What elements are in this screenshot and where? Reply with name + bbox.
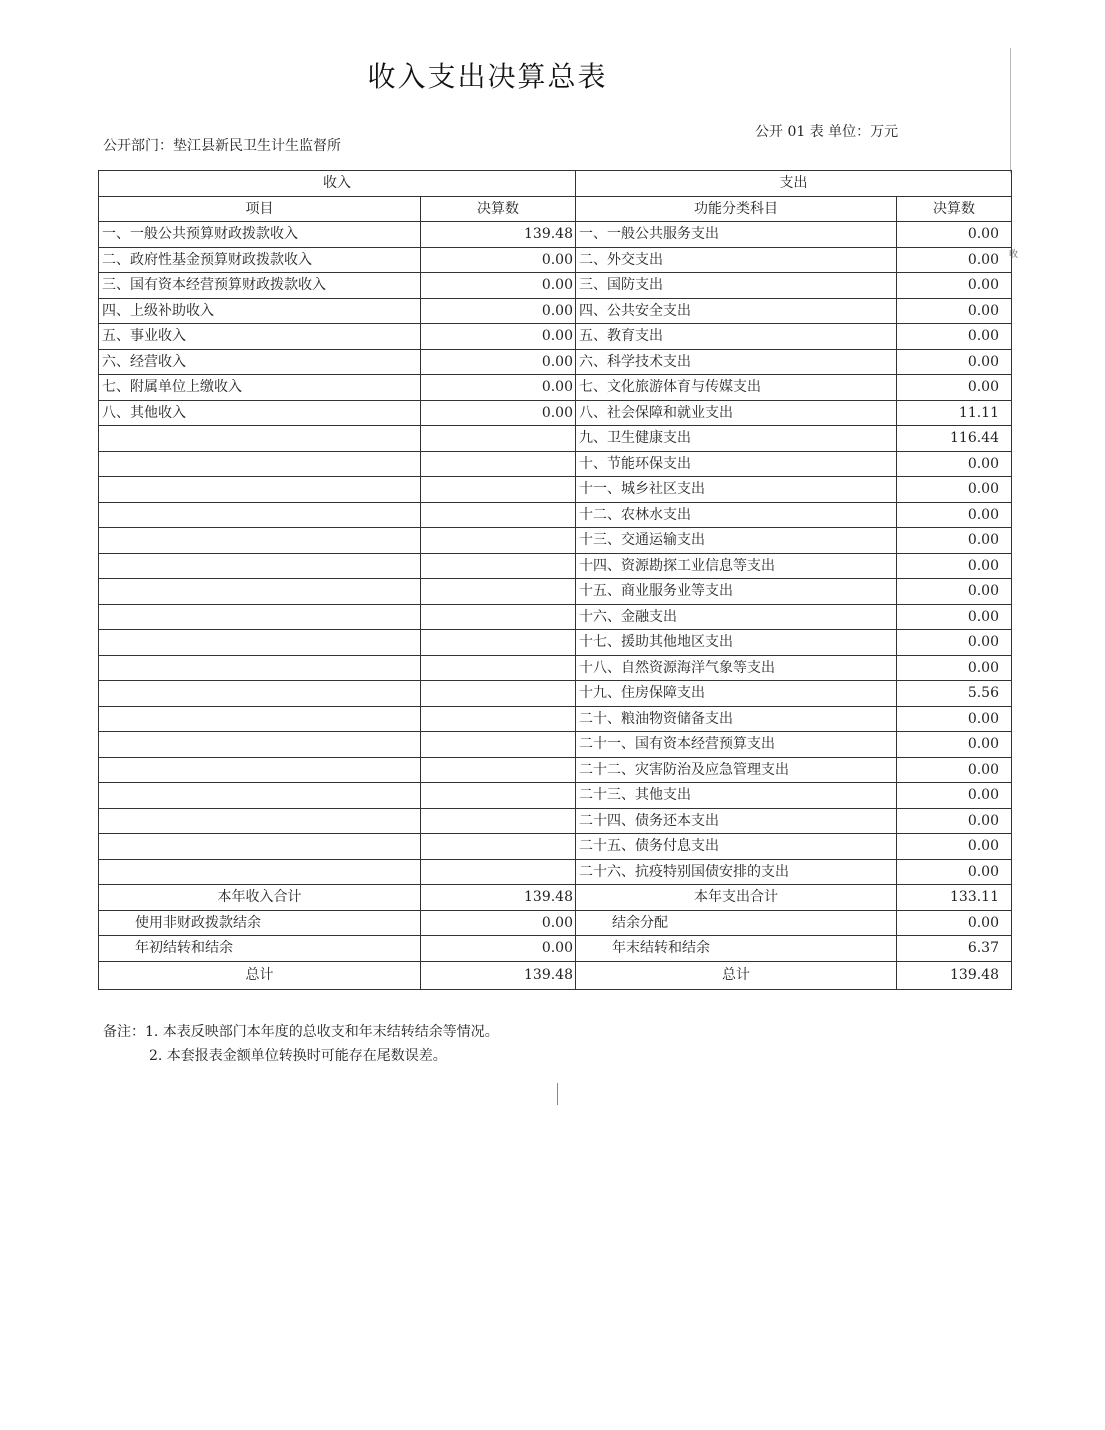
expense-amount: 5.56 (897, 681, 1012, 707)
expense-amount: 0.00 (897, 324, 1012, 350)
expense-amount: 0.00 (897, 273, 1012, 299)
expense-amount: 0.00 (897, 808, 1012, 834)
income-item (99, 553, 421, 579)
income-total-label: 本年收入合计 (99, 885, 421, 911)
income-item: 五、事业收入 (99, 324, 421, 350)
income-item (99, 579, 421, 605)
annual-total-row (99, 885, 1012, 911)
income-item (99, 834, 421, 860)
income-item: 七、附属单位上缴收入 (99, 375, 421, 401)
expense-amount: 0.00 (897, 732, 1012, 758)
surplus-distribution-label: 结余分配 (576, 910, 897, 936)
income-amount (421, 579, 576, 605)
income-item (99, 757, 421, 783)
income-item (99, 808, 421, 834)
department-label: 公开部门：垫江县新民卫生计生监督所 (103, 138, 341, 154)
income-amount: 139.48 (421, 222, 576, 248)
header-row-groups (99, 171, 1012, 197)
income-amount (421, 553, 576, 579)
expense-item: 三、国防支出 (576, 273, 897, 299)
income-amount (421, 426, 576, 452)
expense-item: 八、社会保障和就业支出 (576, 400, 897, 426)
income-amount (421, 732, 576, 758)
expense-amount: 0.00 (897, 834, 1012, 860)
income-item (99, 502, 421, 528)
income-item (99, 706, 421, 732)
table-row (99, 604, 1012, 630)
income-item: 八、其他收入 (99, 400, 421, 426)
income-item (99, 681, 421, 707)
income-amount (421, 528, 576, 554)
income-item (99, 655, 421, 681)
notes (103, 1020, 499, 1068)
expense-amount: 0.00 (897, 349, 1012, 375)
expense-amount: 0.00 (897, 477, 1012, 503)
expense-amount: 0.00 (897, 298, 1012, 324)
expense-item: 十六、金融支出 (576, 604, 897, 630)
expense-amount: 0.00 (897, 655, 1012, 681)
income-amount (421, 859, 576, 885)
expense-amount: 0.00 (897, 528, 1012, 554)
table-row (99, 834, 1012, 860)
expense-amount: 0.00 (897, 757, 1012, 783)
table-row (99, 553, 1012, 579)
expense-item: 二十、粮油物资储备支出 (576, 706, 897, 732)
expense-amount: 0.00 (897, 630, 1012, 656)
grand-total-label-right: 总计 (576, 961, 897, 989)
expense-amount: 0.00 (897, 451, 1012, 477)
expense-amount: 0.00 (897, 579, 1012, 605)
expense-item: 七、文化旅游体育与传媒支出 (576, 375, 897, 401)
table-row (99, 349, 1012, 375)
header-income-amount: 决算数 (421, 196, 576, 222)
expense-item: 二十四、债务还本支出 (576, 808, 897, 834)
income-item: 四、上级补助收入 (99, 298, 421, 324)
income-item (99, 732, 421, 758)
table-row (99, 655, 1012, 681)
income-item: 一、一般公共预算财政拨款收入 (99, 222, 421, 248)
expense-amount: 0.00 (897, 222, 1012, 248)
income-amount (421, 477, 576, 503)
expense-total-label: 本年支出合计 (576, 885, 897, 911)
table-row (99, 630, 1012, 656)
header-expense: 支出 (576, 171, 1012, 197)
income-amount (421, 834, 576, 860)
header-function-category: 功能分类科目 (576, 196, 897, 222)
page-title: 收入支出决算总表 (367, 60, 608, 93)
income-amount: 0.00 (421, 273, 576, 299)
income-amount (421, 757, 576, 783)
income-item (99, 604, 421, 630)
expense-item: 十九、住房保障支出 (576, 681, 897, 707)
ending-balance-value: 6.37 (897, 936, 1012, 962)
page-edge-divider (1010, 48, 1011, 173)
expense-amount: 0.00 (897, 375, 1012, 401)
table-row (99, 732, 1012, 758)
text-cursor (557, 1083, 558, 1105)
nonfiscal-balance-label: 使用非财政拨款结余 (99, 910, 421, 936)
grand-total-row (99, 961, 1012, 989)
note-line-1: 备注：1. 本表反映部门本年度的总收支和年末结转结余等情况。 (103, 1024, 499, 1040)
income-amount (421, 604, 576, 630)
income-amount (421, 706, 576, 732)
table-row (99, 757, 1012, 783)
table-row (99, 298, 1012, 324)
expense-item: 十一、城乡社区支出 (576, 477, 897, 503)
table-row (99, 808, 1012, 834)
income-amount: 0.00 (421, 324, 576, 350)
expense-amount: 0.00 (897, 604, 1012, 630)
expense-item: 二十六、抗疫特别国债安排的支出 (576, 859, 897, 885)
expense-item: 十七、援助其他地区支出 (576, 630, 897, 656)
expense-amount: 0.00 (897, 502, 1012, 528)
income-item (99, 630, 421, 656)
income-item (99, 859, 421, 885)
table-row (99, 783, 1012, 809)
grand-total-value-right: 139.48 (897, 961, 1012, 989)
grand-total-value-left: 139.48 (421, 961, 576, 989)
table-row (99, 247, 1012, 273)
expense-amount: 0.00 (897, 783, 1012, 809)
header-expense-amount: 决算数 (897, 196, 1012, 222)
unit-label: 公开 01 表 单位：万元 (755, 124, 899, 140)
income-amount (421, 502, 576, 528)
table-row (99, 273, 1012, 299)
table-row (99, 502, 1012, 528)
table-row (99, 426, 1012, 452)
expense-item: 四、公共安全支出 (576, 298, 897, 324)
income-amount (421, 630, 576, 656)
balance-row-2 (99, 936, 1012, 962)
income-item (99, 783, 421, 809)
grand-total-label-left: 总计 (99, 961, 421, 989)
expense-item: 十八、自然资源海洋气象等支出 (576, 655, 897, 681)
income-item (99, 426, 421, 452)
income-amount: 0.00 (421, 247, 576, 273)
income-item: 三、国有资本经营预算财政拨款收入 (99, 273, 421, 299)
side-mark: 收 (1009, 250, 1019, 260)
expense-item: 二、外交支出 (576, 247, 897, 273)
header-item: 项目 (99, 196, 421, 222)
income-amount: 0.00 (421, 375, 576, 401)
expense-item: 二十三、其他支出 (576, 783, 897, 809)
table-row (99, 706, 1012, 732)
expense-amount: 116.44 (897, 426, 1012, 452)
table-row (99, 579, 1012, 605)
expense-item: 六、科学技术支出 (576, 349, 897, 375)
income-item (99, 528, 421, 554)
income-item: 六、经营收入 (99, 349, 421, 375)
expense-item: 九、卫生健康支出 (576, 426, 897, 452)
income-item (99, 477, 421, 503)
expense-amount: 0.00 (897, 706, 1012, 732)
surplus-distribution-value: 0.00 (897, 910, 1012, 936)
expense-total-value: 133.11 (897, 885, 1012, 911)
expense-item: 二十一、国有资本经营预算支出 (576, 732, 897, 758)
income-expense-table (98, 170, 1012, 990)
income-amount (421, 451, 576, 477)
note-line-2: 2. 本套报表金额单位转换时可能存在尾数误差。 (149, 1048, 447, 1064)
expense-item: 二十五、债务付息支出 (576, 834, 897, 860)
table-row (99, 375, 1012, 401)
table-row (99, 681, 1012, 707)
table-row (99, 451, 1012, 477)
income-amount: 0.00 (421, 298, 576, 324)
beginning-balance-value: 0.00 (421, 936, 576, 962)
expense-item: 十四、资源勘探工业信息等支出 (576, 553, 897, 579)
income-amount (421, 655, 576, 681)
expense-item: 十三、交通运输支出 (576, 528, 897, 554)
income-amount (421, 681, 576, 707)
table-row (99, 859, 1012, 885)
ending-balance-label: 年末结转和结余 (576, 936, 897, 962)
income-amount: 0.00 (421, 349, 576, 375)
expense-item: 十、节能环保支出 (576, 451, 897, 477)
income-total-value: 139.48 (421, 885, 576, 911)
balance-row-1 (99, 910, 1012, 936)
income-amount (421, 783, 576, 809)
expense-item: 二十二、灾害防治及应急管理支出 (576, 757, 897, 783)
table-row (99, 324, 1012, 350)
income-amount: 0.00 (421, 400, 576, 426)
expense-amount: 0.00 (897, 859, 1012, 885)
table-row (99, 222, 1012, 248)
expense-item: 十二、农林水支出 (576, 502, 897, 528)
expense-item: 五、教育支出 (576, 324, 897, 350)
header-row-columns (99, 196, 1012, 222)
expense-item: 一、一般公共服务支出 (576, 222, 897, 248)
header-income: 收入 (99, 171, 576, 197)
expense-amount: 0.00 (897, 247, 1012, 273)
income-item (99, 451, 421, 477)
table-row (99, 528, 1012, 554)
expense-amount: 11.11 (897, 400, 1012, 426)
beginning-balance-label: 年初结转和结余 (99, 936, 421, 962)
expense-amount: 0.00 (897, 553, 1012, 579)
table-row (99, 400, 1012, 426)
nonfiscal-balance-value: 0.00 (421, 910, 576, 936)
expense-item: 十五、商业服务业等支出 (576, 579, 897, 605)
income-item: 二、政府性基金预算财政拨款收入 (99, 247, 421, 273)
income-amount (421, 808, 576, 834)
table-row (99, 477, 1012, 503)
